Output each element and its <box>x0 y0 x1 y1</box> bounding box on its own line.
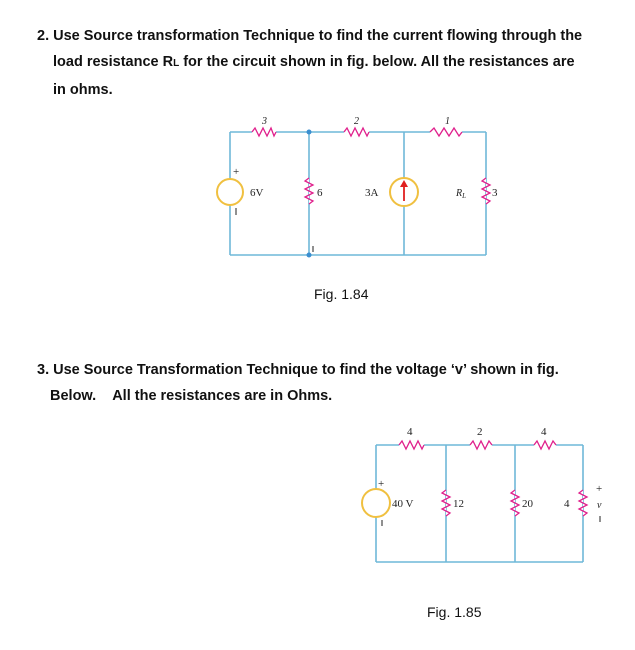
resistor-2-ohm <box>470 441 492 449</box>
q3-line-1: 3. Use Source Transformation Technique to find the voltage ‘v’ shown in fig. <box>37 362 559 378</box>
label-4-ohm-right: 4 <box>541 426 547 438</box>
resistor-4-ohm-left <box>399 441 424 449</box>
label-source-plus: + <box>378 478 385 490</box>
label-3-ohm: 3 <box>262 116 267 127</box>
resistor-4-ohm-right <box>534 441 556 449</box>
label-6v: 6V <box>250 187 264 199</box>
voltage-source-40v <box>362 489 390 517</box>
label-1-ohm: 1 <box>445 116 450 127</box>
label-2-ohm: 2 <box>477 426 483 438</box>
resistor-20-ohm <box>511 490 519 516</box>
q2-line-3: in ohms. <box>53 82 113 98</box>
q3-line-2-below: Below. <box>50 388 97 404</box>
label-v: v <box>597 500 602 511</box>
label-2-ohm: 2 <box>354 116 359 127</box>
label-4-ohm-left: 4 <box>407 426 413 438</box>
label-20-ohm: 20 <box>522 498 533 510</box>
label-source-plus: + <box>233 166 240 178</box>
label-rl-sub: L <box>462 192 467 200</box>
q3-line-2-rest: All the resistances are in Ohms. <box>112 388 333 404</box>
label-40v: 40 V <box>392 498 414 510</box>
label-v-plus: + <box>596 483 603 495</box>
q2-line-2-end: for the circuit shown in fig. below. All the resistances are <box>179 54 575 70</box>
label-4-ohm-out: 4 <box>564 498 570 510</box>
label-3a: 3A <box>365 187 379 199</box>
q2-rl-subscript: L <box>173 58 180 69</box>
caption-fig-1-84: Fig. 1.84 <box>314 286 369 302</box>
label-6-ohm: 6 <box>317 187 323 199</box>
label-12-ohm: 12 <box>453 498 464 510</box>
q2-line-1: 2. Use Source transformation Technique to find the current flowing through the <box>37 28 583 44</box>
label-rl-r: R <box>456 188 463 199</box>
q2-line-2-start: load resistance R <box>53 54 174 70</box>
resistor-4-ohm-out <box>579 490 587 516</box>
resistor-12-ohm <box>442 490 450 516</box>
caption-fig-1-85: Fig. 1.85 <box>427 604 482 620</box>
label-rl-value: 3 <box>492 187 498 199</box>
